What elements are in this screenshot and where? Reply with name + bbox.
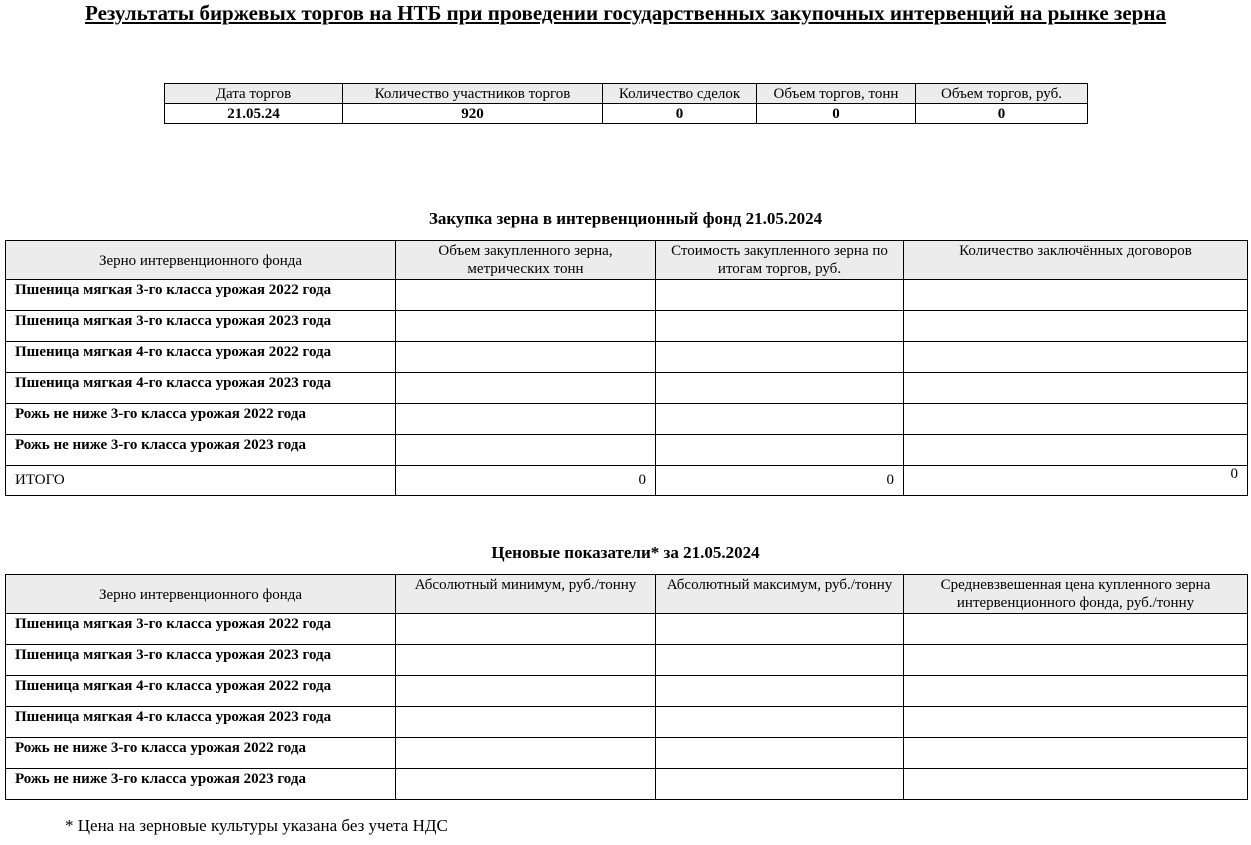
prices-cell-max (656, 707, 904, 738)
prices-cell-min (396, 614, 656, 645)
table-row (6, 404, 1248, 435)
purchase-cell-volume (396, 280, 656, 311)
purchase-row-grain: Рожь не ниже 3-го класса урожая 2023 года (6, 435, 396, 466)
purchase-header-row (6, 241, 1248, 280)
purchase-total-contracts: 0 (904, 466, 1248, 496)
prices-cell-max (656, 614, 904, 645)
purchase-row-grain: Пшеница мягкая 3-го класса урожая 2023 года (6, 311, 396, 342)
prices-cell-avg (904, 614, 1248, 645)
purchase-header-contracts: Количество заключённых договоров (904, 241, 1248, 280)
prices-cell-min (396, 645, 656, 676)
prices-table (5, 574, 1248, 800)
purchase-cell-cost (656, 342, 904, 373)
purchase-cell-cost (656, 311, 904, 342)
purchase-total-label: ИТОГО (6, 466, 396, 496)
table-row (6, 645, 1248, 676)
prices-row-grain: Пшеница мягкая 4-го класса урожая 2022 года (6, 676, 396, 707)
prices-cell-min (396, 769, 656, 800)
purchase-table (5, 240, 1248, 496)
purchase-cell-cost (656, 280, 904, 311)
prices-cell-avg (904, 676, 1248, 707)
purchase-cell-contracts (904, 342, 1248, 373)
prices-cell-max (656, 645, 904, 676)
purchase-cell-volume (396, 342, 656, 373)
prices-header-max: Абсолютный максимум, руб./тонну (656, 575, 904, 614)
purchase-header-grain: Зерно интервенционного фонда (6, 241, 396, 280)
summary-header-date: Дата торгов (165, 84, 343, 104)
prices-header-row (6, 575, 1248, 614)
page-title: Результаты биржевых торгов на НТБ при проведении государственных закупочных интервенций на рынке зерна (85, 1, 1166, 25)
summary-header-deals: Количество сделок (603, 84, 757, 104)
purchase-cell-contracts (904, 311, 1248, 342)
purchase-row-grain: Пшеница мягкая 4-го класса урожая 2023 года (6, 373, 396, 404)
purchase-total-row (6, 466, 1248, 496)
prices-cell-avg (904, 707, 1248, 738)
purchase-row-grain: Пшеница мягкая 3-го класса урожая 2022 года (6, 280, 396, 311)
purchase-cell-cost (656, 404, 904, 435)
prices-row-grain: Пшеница мягкая 3-го класса урожая 2023 года (6, 645, 396, 676)
prices-section-title: Ценовые показатели* за 21.05.2024 (491, 543, 760, 562)
summary-table (164, 83, 1088, 124)
purchase-header-cost: Стоимость закупленного зерна по итогам торгов, руб. (656, 241, 904, 280)
summary-header-row (165, 84, 1088, 104)
prices-cell-max (656, 676, 904, 707)
prices-header-avg: Средневзвешенная цена купленного зерна интервенционного фонда, руб./тонну (904, 575, 1248, 614)
prices-cell-max (656, 769, 904, 800)
table-row (6, 676, 1248, 707)
prices-header-grain: Зерно интервенционного фонда (6, 575, 396, 614)
summary-value-row (165, 104, 1088, 124)
table-row (6, 738, 1248, 769)
table-row (6, 707, 1248, 738)
purchase-total-volume: 0 (396, 466, 656, 496)
summary-header-participants: Количество участников торгов (343, 84, 603, 104)
prices-cell-avg (904, 769, 1248, 800)
prices-cell-min (396, 707, 656, 738)
purchase-row-grain: Рожь не ниже 3-го класса урожая 2022 года (6, 404, 396, 435)
prices-row-grain: Пшеница мягкая 3-го класса урожая 2022 года (6, 614, 396, 645)
table-row (6, 614, 1248, 645)
summary-value-deals: 0 (603, 104, 757, 124)
purchase-cell-volume (396, 311, 656, 342)
purchase-cell-volume (396, 404, 656, 435)
summary-value-volume-rub: 0 (916, 104, 1088, 124)
summary-value-participants: 920 (343, 104, 603, 124)
summary-header-volume-rub: Объем торгов, руб. (916, 84, 1088, 104)
summary-value-date: 21.05.24 (165, 104, 343, 124)
summary-value-volume-tons: 0 (757, 104, 916, 124)
prices-row-grain: Рожь не ниже 3-го класса урожая 2022 года (6, 738, 396, 769)
prices-header-min: Абсолютный минимум, руб./тонну (396, 575, 656, 614)
purchase-row-grain: Пшеница мягкая 4-го класса урожая 2022 года (6, 342, 396, 373)
table-row (6, 769, 1248, 800)
purchase-cell-contracts (904, 404, 1248, 435)
purchase-cell-contracts (904, 373, 1248, 404)
table-row (6, 311, 1248, 342)
prices-cell-avg (904, 738, 1248, 769)
purchase-cell-volume (396, 435, 656, 466)
table-row (6, 435, 1248, 466)
purchase-total-cost: 0 (656, 466, 904, 496)
prices-cell-min (396, 738, 656, 769)
prices-cell-avg (904, 645, 1248, 676)
table-row (6, 280, 1248, 311)
prices-row-grain: Рожь не ниже 3-го класса урожая 2023 года (6, 769, 396, 800)
purchase-cell-volume (396, 373, 656, 404)
purchase-header-volume: Объем закупленного зерна, метрических тонн (396, 241, 656, 280)
summary-header-volume-tons: Объем торгов, тонн (757, 84, 916, 104)
vat-footnote: * Цена на зерновые культуры указана без учета НДС (65, 816, 448, 835)
purchase-cell-contracts (904, 435, 1248, 466)
purchase-cell-contracts (904, 280, 1248, 311)
table-row (6, 342, 1248, 373)
table-row (6, 373, 1248, 404)
prices-cell-min (396, 676, 656, 707)
prices-cell-max (656, 738, 904, 769)
purchase-section-title: Закупка зерна в интервенционный фонд 21.05.2024 (428, 209, 823, 228)
purchase-cell-cost (656, 435, 904, 466)
purchase-cell-cost (656, 373, 904, 404)
prices-row-grain: Пшеница мягкая 4-го класса урожая 2023 года (6, 707, 396, 738)
